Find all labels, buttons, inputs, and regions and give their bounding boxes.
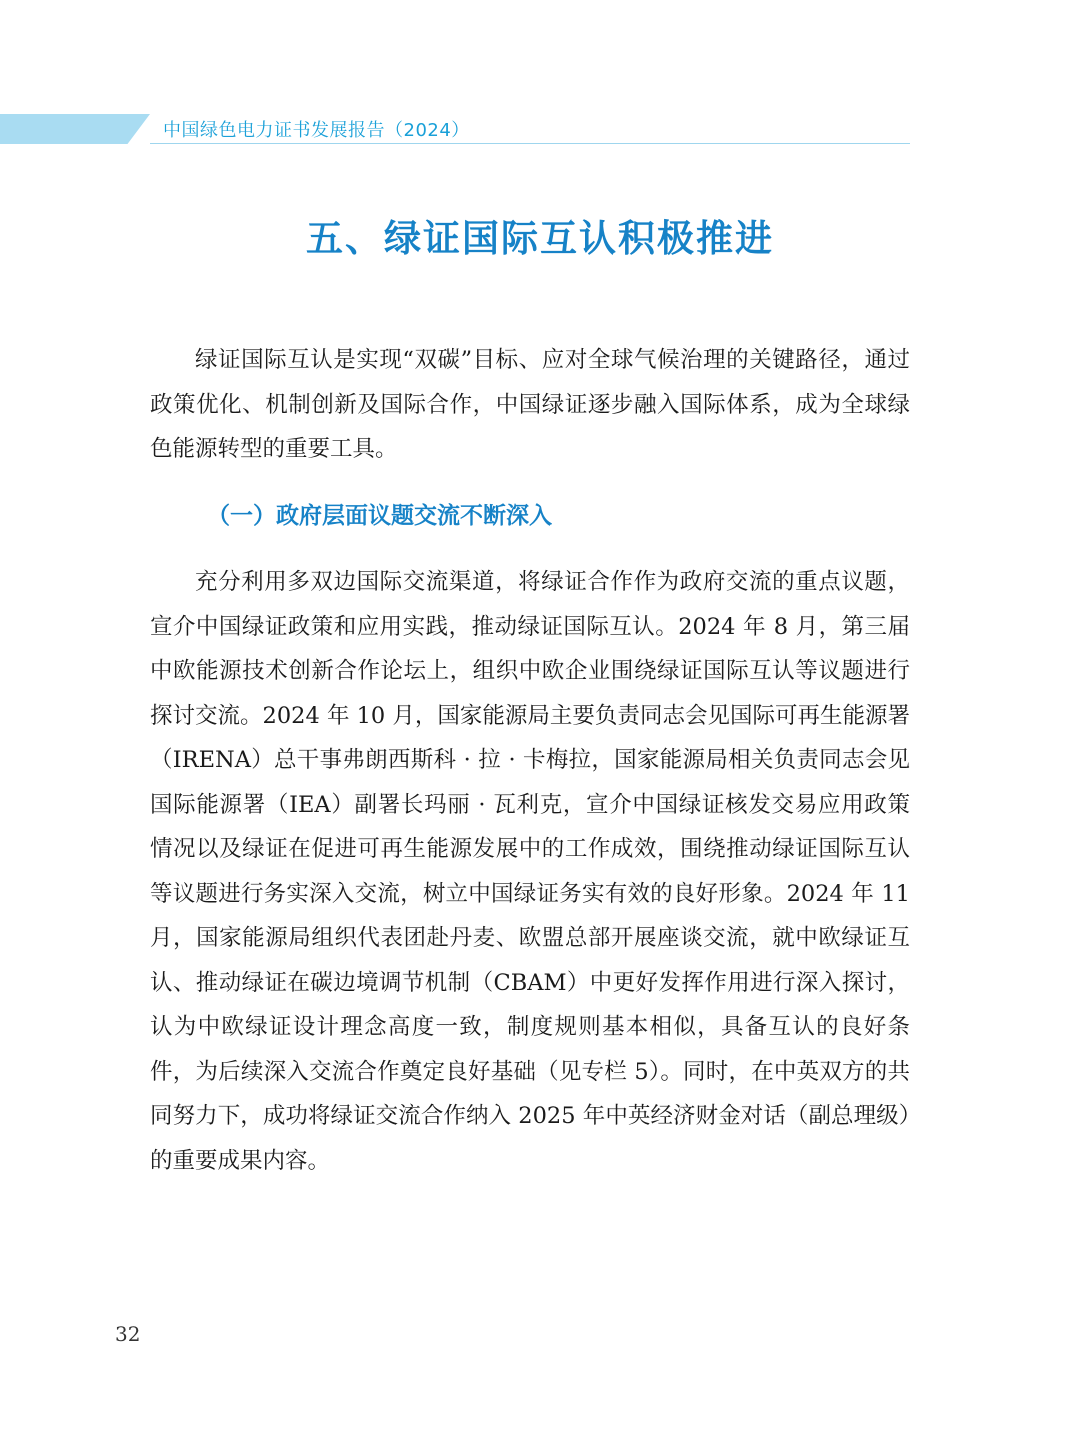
intro-paragraph: 绿证国际互认是实现“双碳”目标、应对全球气候治理的关键路径，通过政策优化、机制创新及国际合作，中国绿证逐步融入国际体系，成为全球绿色能源转型的重要工具。 xyxy=(150,347,910,462)
header-accent-band xyxy=(0,114,150,144)
body-paragraph: 充分利用多双边国际交流渠道，将绿证合作作为政府交流的重点议题，宣介中国绿证政策和应用实践，推动绿证国际互认。2024 年 8 月，第三届中欧能源技术创新合作论坛上，组织中欧企业围绕绿证国际互认等议题进行探讨交流。2024 年 10 月，国家能源局主要负责同志会见国际可再生能源署（IRENA）总干事弗朗西斯科 · 拉 · 卡梅拉，国家能源局相关负责同志会见国际能源署（IEA）副署长玛丽 · 瓦利克，宣介中国绿证核发交易应用政策情况以及绿证在促进可再生能源发展中的工作成效，围绕推动绿证国际互认等议题进行务实深入交流，树立中国绿证务实有效的良好形象。2024 年 11 月，国家能源局组织代表团赴丹麦、欧盟总部开展座谈交流，就中欧绿证互认、推动绿证在碳边境调节机制（CBAM）中更好发挥作用进行深入探讨，认为中欧绿证设计理念高度一致，制度规则基本相似，具备互认的良好条件，为后续深入交流合作奠定良好基础（见专栏 5）。同时，在中英双方的共同努力下，成功将绿证交流合作纳入 2025 年中英经济财金对话（副总理级）的重要成果内容。 xyxy=(150,569,910,1174)
section-heading: （一）政府层面议题交流不断深入 xyxy=(207,503,552,529)
chapter-title: 五、绿证国际互认积极推进 xyxy=(306,217,774,260)
header-divider xyxy=(150,143,910,144)
running-header-title: 中国绿色电力证书发展报告（2024） xyxy=(163,120,470,141)
page-number: 32 xyxy=(115,1322,141,1346)
